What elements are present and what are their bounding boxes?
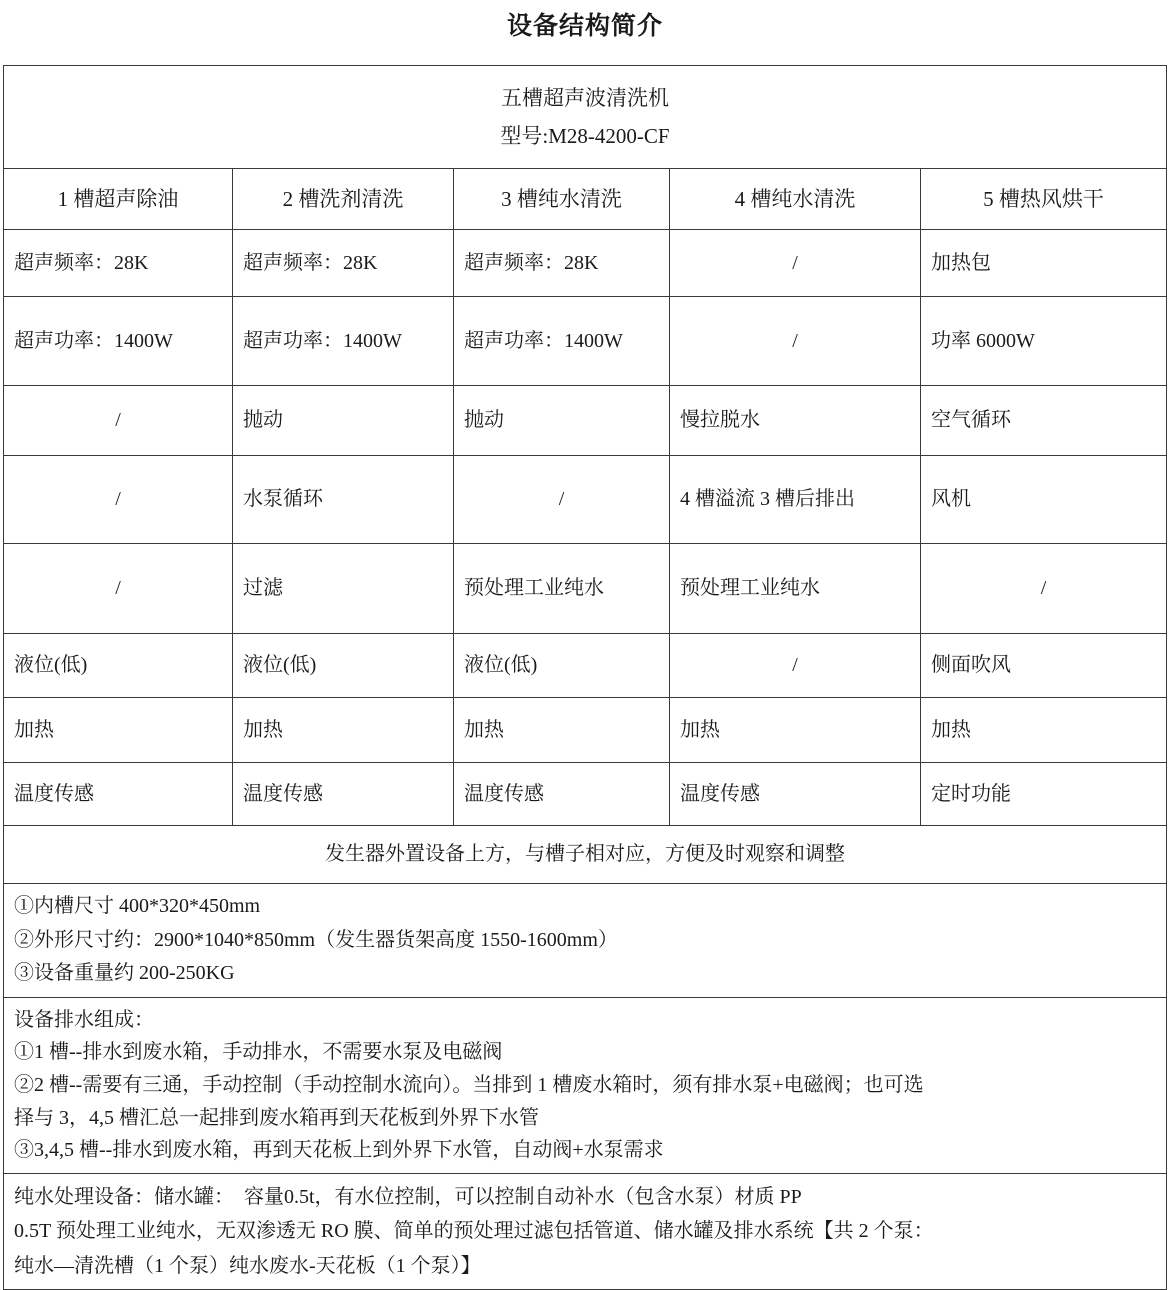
cell-heating-tank-5: 加热 xyxy=(921,698,1167,763)
table-row-water-treatment xyxy=(4,544,1167,634)
cell-heating-tank-1: 加热 xyxy=(4,698,233,763)
cell-frequency-tank-1: 超声频率：28K xyxy=(4,230,233,297)
dimensions-line-3: ③设备重量约 200-250KG xyxy=(14,962,235,985)
drainage-block xyxy=(4,997,1167,1173)
cell-motion-tank-5: 空气循环 xyxy=(921,386,1167,456)
cell-power-tank-5: 功率 6000W xyxy=(921,297,1167,386)
cell-sensing-tank-1: 温度传感 xyxy=(4,763,233,826)
water-equipment-line-2: 0.5T 预处理工业纯水，无双渗透无 RO 膜、简单的预处理过滤包括管道、储水罐及排水系统【共 2 个泵： xyxy=(14,1220,934,1243)
cell-sensing-tank-5: 定时功能 xyxy=(921,763,1167,826)
table-row-dimensions xyxy=(4,884,1167,998)
drainage-line-4: 择与 3，4,5 槽汇总一起排到废水箱再到天花板到外界下水管 xyxy=(14,1106,539,1129)
cell-circulation-tank-2: 水泵循环 xyxy=(233,456,454,544)
table-row-column-headers xyxy=(4,169,1167,230)
machine-model: 型号:M28-4200-CF xyxy=(500,124,670,149)
table-row-drainage xyxy=(4,997,1167,1173)
cell-motion-tank-1: / xyxy=(4,386,233,456)
cell-power-tank-3: 超声功率：1400W xyxy=(454,297,670,386)
machine-header-cell xyxy=(4,66,1167,169)
cell-sensing-tank-4: 温度传感 xyxy=(670,763,921,826)
drainage-line-2: ①1 槽--排水到废水箱，手动排水，不需要水泵及电磁阀 xyxy=(14,1041,503,1064)
column-header-tank-2: 2 槽洗剂清洗 xyxy=(233,169,454,230)
cell-power-tank-1: 超声功率：1400W xyxy=(4,297,233,386)
page-title: 设备结构简介 xyxy=(506,13,663,40)
cell-power-tank-4: / xyxy=(670,297,921,386)
cell-level-tank-3: 液位(低) xyxy=(454,634,670,698)
cell-circulation-tank-3: / xyxy=(454,456,670,544)
cell-frequency-tank-2: 超声频率：28K xyxy=(233,230,454,297)
column-header-tank-4: 4 槽纯水清洗 xyxy=(670,169,921,230)
table-row-machine-header xyxy=(4,66,1167,169)
cell-sensing-tank-3: 温度传感 xyxy=(454,763,670,826)
cell-level-tank-2: 液位(低) xyxy=(233,634,454,698)
column-header-tank-3: 3 槽纯水清洗 xyxy=(454,169,670,230)
water-equipment-line-1: 纯水处理设备：储水罐： 容量0.5t，有水位控制，可以控制自动补水（包含水泵）材质 PP xyxy=(14,1185,802,1208)
table-row-frequency xyxy=(4,230,1167,297)
cell-water-treatment-tank-5: / xyxy=(921,544,1167,634)
table-row-motion xyxy=(4,386,1167,456)
cell-water-treatment-tank-4: 预处理工业纯水 xyxy=(670,544,921,634)
table-row-circulation xyxy=(4,456,1167,544)
cell-heating-tank-3: 加热 xyxy=(454,698,670,763)
dimensions-line-1: ①内槽尺寸 400*320*450mm xyxy=(14,895,261,917)
equipment-spec-table xyxy=(3,65,1167,1290)
cell-water-treatment-tank-1: / xyxy=(4,544,233,634)
generator-note: 发生器外置设备上方，与槽子相对应，方便及时观察和调整 xyxy=(4,826,1167,884)
table-row-sensing xyxy=(4,763,1167,826)
water-equipment-line-3: 纯水—清洗槽（1 个泵）纯水废水-天花板（1 个泵）】 xyxy=(14,1254,481,1277)
water-equipment-block xyxy=(4,1173,1167,1289)
column-header-tank-1: 1 槽超声除油 xyxy=(4,169,233,230)
cell-level-tank-5: 侧面吹风 xyxy=(921,634,1167,698)
dimensions-line-2: ②外形尺寸约：2900*1040*850mm（发生器货架高度 1550-1600mm） xyxy=(14,928,618,951)
drainage-line-1: 设备排水组成： xyxy=(14,1008,154,1031)
cell-level-tank-1: 液位(低) xyxy=(4,634,233,698)
table-row-water-equipment xyxy=(4,1173,1167,1289)
cell-heating-tank-4: 加热 xyxy=(670,698,921,763)
cell-circulation-tank-4: 4 槽溢流 3 槽后排出 xyxy=(670,456,921,544)
drainage-line-5: ③3,4,5 槽--排水到废水箱，再到天花板上到外界下水管，自动阀+水泵需求 xyxy=(14,1139,664,1162)
cell-level-tank-4: / xyxy=(670,634,921,698)
cell-circulation-tank-5: 风机 xyxy=(921,456,1167,544)
cell-water-treatment-tank-2: 过滤 xyxy=(233,544,454,634)
drainage-line-3: ②2 槽--需要有三通，手动控制（手动控制水流向）。当排到 1 槽废水箱时，须有排水泵+电磁阀；也可选 xyxy=(14,1073,924,1096)
cell-frequency-tank-5: 加热包 xyxy=(921,230,1167,297)
table-row-power xyxy=(4,297,1167,386)
dimensions-block xyxy=(4,884,1167,998)
cell-heating-tank-2: 加热 xyxy=(233,698,454,763)
cell-circulation-tank-1: / xyxy=(4,456,233,544)
cell-power-tank-2: 超声功率：1400W xyxy=(233,297,454,386)
cell-frequency-tank-3: 超声频率：28K xyxy=(454,230,670,297)
cell-water-treatment-tank-3: 预处理工业纯水 xyxy=(454,544,670,634)
table-row-level xyxy=(4,634,1167,698)
cell-motion-tank-3: 抛动 xyxy=(454,386,670,456)
table-row-generator-note xyxy=(4,826,1167,884)
machine-name: 五槽超声波清洗机 xyxy=(501,86,670,111)
cell-motion-tank-4: 慢拉脱水 xyxy=(670,386,921,456)
column-header-tank-5: 5 槽热风烘干 xyxy=(921,169,1167,230)
table-row-heating xyxy=(4,698,1167,763)
cell-sensing-tank-2: 温度传感 xyxy=(233,763,454,826)
cell-frequency-tank-4: / xyxy=(670,230,921,297)
cell-motion-tank-2: 抛动 xyxy=(233,386,454,456)
